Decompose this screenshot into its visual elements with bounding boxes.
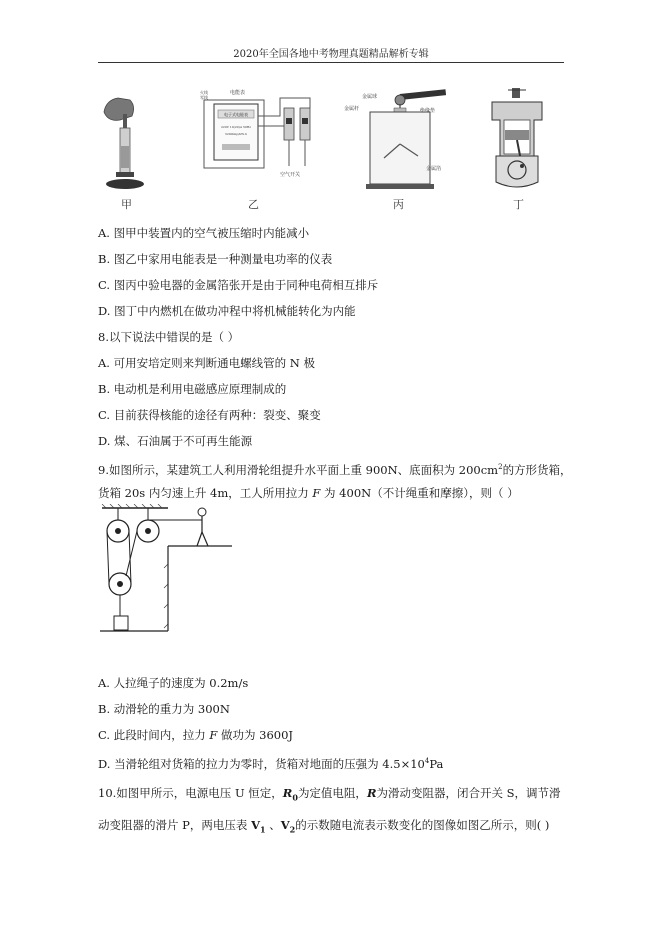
figure-label-ding: 丁 (513, 198, 524, 211)
q7-option-d: D. 图丁中内燃机在做功冲程中将机械能转化为内能 (98, 304, 356, 318)
q9-option-b: B. 动滑轮的重力为 300N (98, 702, 230, 716)
q9-option-c (98, 728, 293, 742)
annotation-air-switch: 空气开关 (280, 172, 301, 178)
q8-stem: 8.以下说法中错误的是（ ） (98, 330, 240, 344)
figure-ding-engine (486, 86, 548, 192)
q9-option-d-text: D. 当滑轮组对货箱的拉力为零时，货箱对地面的压强为 4.5×10 (98, 756, 425, 771)
q8-option-d: D. 煤、石油属于不可再生能源 (98, 434, 253, 448)
q9-stem-line1-text: 9.如图所示，某建筑工人利用滑轮组提升水平面上重 900N、底面积为 200cm (98, 462, 499, 477)
q10-v1-subscript: 1 (260, 824, 266, 835)
q7-option-a: A. 图甲中装置内的空气被压缩时内能减小 (98, 226, 310, 240)
figure-jia-air-compression (100, 92, 148, 192)
q9-stem-line2 (98, 486, 519, 500)
q9-option-c-force-var: F (209, 728, 218, 742)
annotation-neutral-wire: 零线 (200, 95, 208, 100)
figure-bing-electroscope (340, 84, 450, 192)
figure-label-jia: 甲 (121, 198, 132, 211)
q10-v1-symbol: V (251, 818, 260, 832)
q7-option-c: C. 图丙中验电器的金属箔张开是由于同种电荷相互排斥 (98, 278, 379, 292)
q7-option-b: B. 图乙中家用电能表是一种测量电功率的仪表 (98, 252, 333, 266)
q10-line2-text: 动变阻器的滑片 P，两电压表 (98, 818, 252, 832)
annotation-live-wire: 火线 (200, 90, 208, 95)
q9-area-exponent: 2 (498, 463, 503, 471)
q9-option-d (98, 754, 443, 771)
meter-rating-text: 220V 10(20)A 50Hz (221, 125, 251, 129)
q10-stem-line2 (98, 818, 549, 836)
annotation-metal-rod: 金属杆 (344, 106, 360, 112)
meter-constant-text: 3200imp/kW·h (224, 132, 248, 136)
q10-v2-symbol: V (280, 818, 290, 832)
meter-model-text: 电子式电能表 (224, 112, 248, 117)
header-rule (98, 62, 564, 63)
q9-option-d-exponent: 4 (424, 757, 430, 765)
q8-option-b: B. 电动机是利用电磁感应原理制成的 (98, 382, 287, 396)
q9-stem-line1 (98, 460, 572, 477)
figure-label-yi: 乙 (248, 198, 259, 211)
q9-stem-line1-tail: 的方形货箱， (502, 462, 572, 477)
q8-option-c: C. 目前获得核能的途径有两种：裂变、聚变 (98, 408, 321, 422)
q9-stem-line2-text: 货箱 20s 内匀速上升 4m，工人所用拉力 (98, 486, 313, 500)
q9-force-var: F (312, 486, 321, 500)
q10-stem-line1 (98, 786, 561, 804)
q8-option-a: A. 可用安培定则来判断通电螺线管的 N 极 (98, 356, 315, 370)
q9-stem-line2-tail: 为 400N（不计绳重和摩擦），则（ ） (320, 486, 519, 500)
figure-label-bing: 丙 (393, 198, 404, 211)
page-header: 2020年全国各地中考物理真题精品解析专辑 (233, 49, 429, 60)
q10-r0-symbol: R (282, 786, 293, 800)
annotation-meter: 电能表 (230, 90, 246, 96)
q10-separator: 、 (265, 818, 281, 832)
q9-option-a: A. 人拉绳子的速度为 0.2m/s (98, 676, 249, 690)
q10-r0-subscript: 0 (292, 792, 298, 803)
q10-r-symbol: R (366, 786, 377, 800)
figure-q9-pulley-system (98, 504, 234, 638)
q9-option-d-unit: Pa (429, 756, 444, 771)
annotation-insulator: 绝缘垫 (420, 108, 436, 114)
q10-line2-tail: 的示数随电流表示数变化的图像如图乙所示，则( ) (295, 818, 550, 832)
q10-line1-tail: 为滑动变阻器，闭合开关 S，调节滑 (376, 786, 561, 800)
q9-option-c-text: C. 此段时间内，拉力 (98, 728, 210, 742)
figure-yi-energy-meter (200, 86, 320, 192)
annotation-metal-ball: 金属球 (362, 94, 378, 100)
q10-line1-text: 10.如图甲所示，电源电压 U 恒定， (98, 786, 283, 800)
q10-v2-subscript: 2 (289, 824, 296, 835)
annotation-metal-foil: 金属箔 (426, 166, 442, 172)
q10-line1-mid: 为定值电阻， (297, 786, 367, 800)
q9-option-c-tail: 做功为 3600J (217, 728, 294, 742)
